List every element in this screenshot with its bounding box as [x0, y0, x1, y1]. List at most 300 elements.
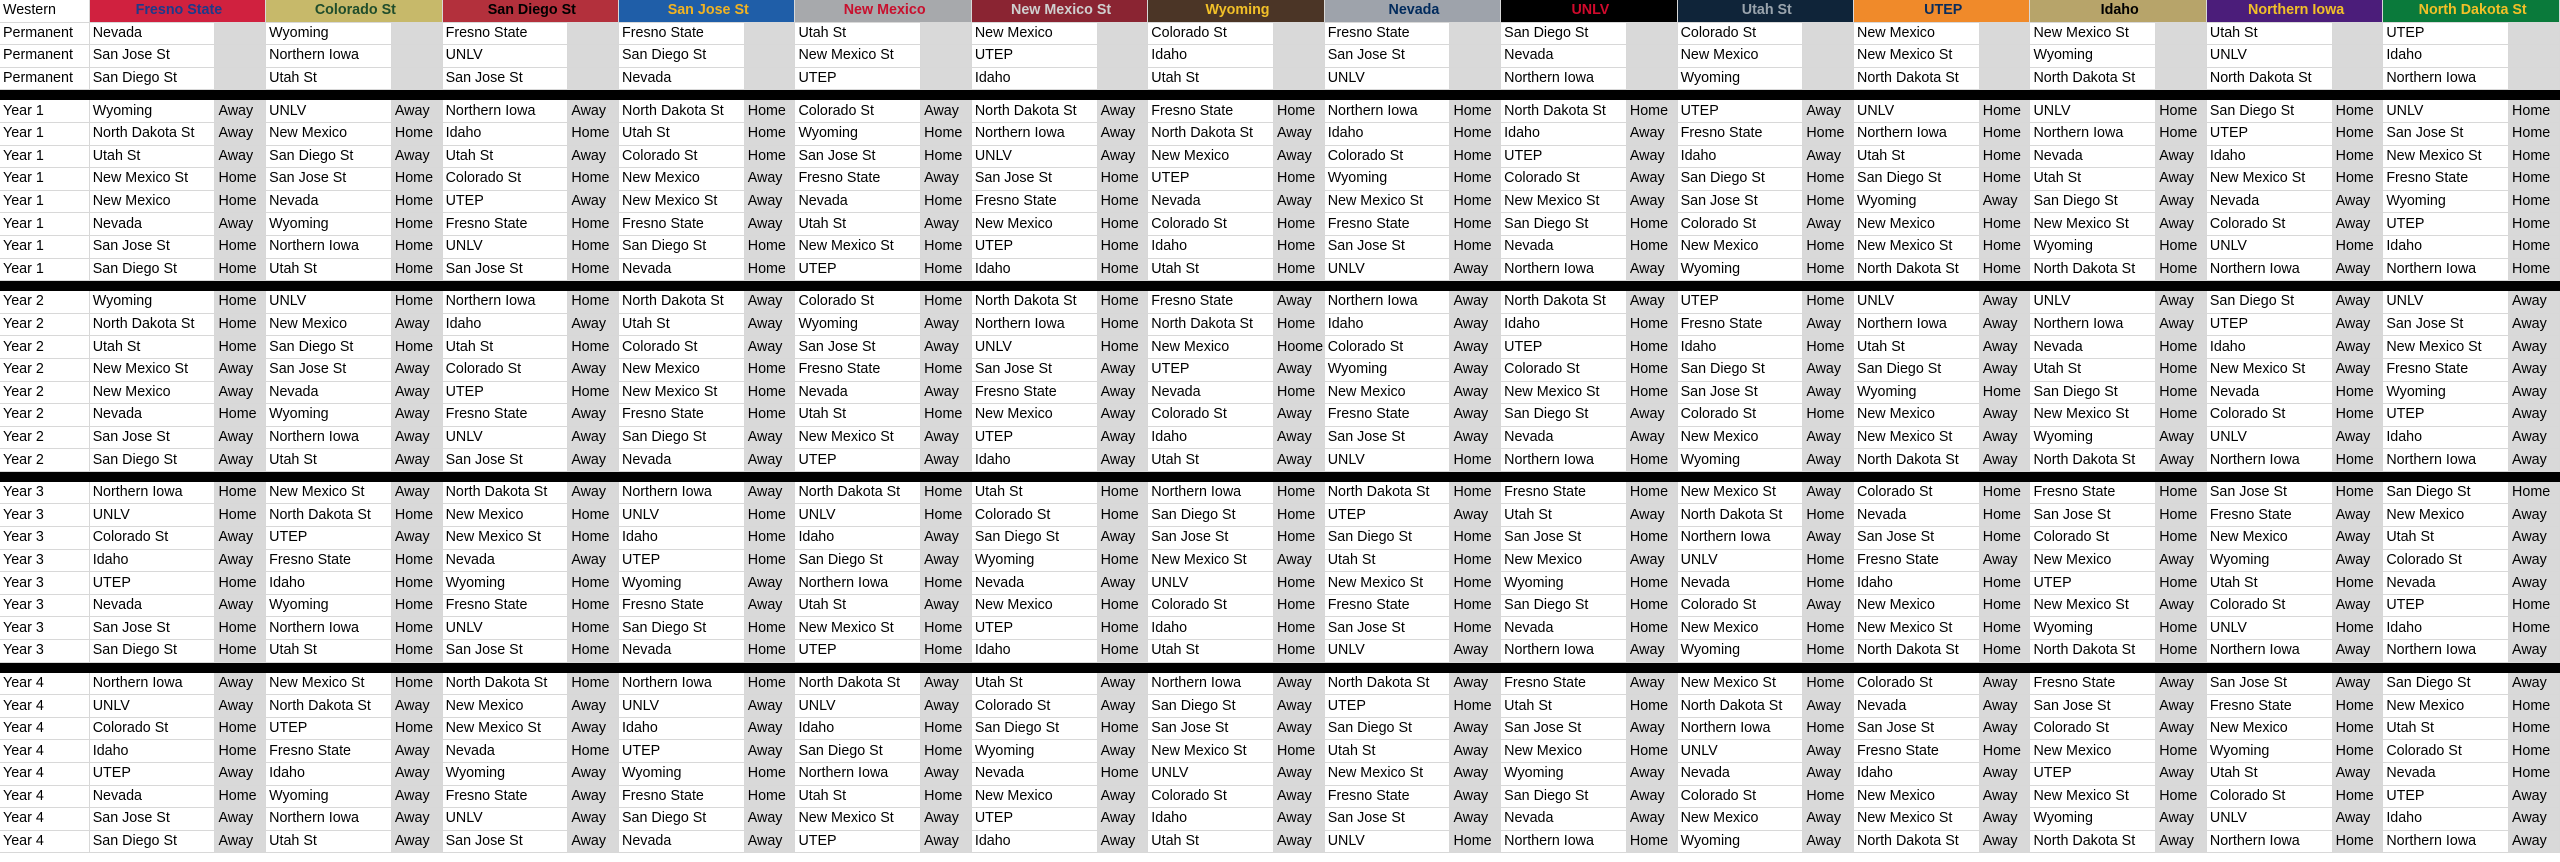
- home-away-cell[interactable]: Home: [1803, 640, 1854, 663]
- home-away-cell[interactable]: Away: [568, 695, 619, 718]
- opponent-cell[interactable]: New Mexico: [89, 381, 215, 404]
- home-away-cell[interactable]: Away: [1979, 808, 2030, 831]
- home-away-cell[interactable]: Home: [391, 717, 442, 740]
- opponent-cell[interactable]: San Diego St: [1148, 695, 1274, 718]
- home-away-cell[interactable]: [2332, 67, 2383, 90]
- opponent-cell[interactable]: UNLV: [2206, 808, 2332, 831]
- home-away-cell[interactable]: Away: [391, 313, 442, 336]
- home-away-cell[interactable]: Home: [215, 640, 266, 663]
- opponent-cell[interactable]: North Dakota St: [266, 695, 392, 718]
- opponent-cell[interactable]: San Jose St: [89, 617, 215, 640]
- home-away-cell[interactable]: Home: [1803, 258, 1854, 281]
- opponent-cell[interactable]: San Jose St: [2383, 122, 2509, 145]
- opponent-cell[interactable]: New Mexico: [1677, 235, 1803, 258]
- home-away-cell[interactable]: [2156, 67, 2207, 90]
- home-away-cell[interactable]: Home: [1626, 830, 1677, 853]
- opponent-cell[interactable]: Nevada: [1148, 381, 1274, 404]
- opponent-cell[interactable]: San Jose St: [89, 45, 215, 68]
- opponent-cell[interactable]: New Mexico St: [1148, 740, 1274, 763]
- opponent-cell[interactable]: Wyoming: [2030, 808, 2156, 831]
- opponent-cell[interactable]: Northern Iowa: [1501, 258, 1627, 281]
- opponent-cell[interactable]: Northern Iowa: [1148, 673, 1274, 695]
- home-away-cell[interactable]: Away: [2332, 673, 2383, 695]
- home-away-cell[interactable]: Home: [391, 572, 442, 595]
- home-away-cell[interactable]: Home: [744, 527, 795, 550]
- opponent-cell[interactable]: UTEP: [1677, 100, 1803, 122]
- team-header-nevada[interactable]: Nevada: [1324, 0, 1500, 22]
- opponent-cell[interactable]: Northern Iowa: [266, 235, 392, 258]
- opponent-cell[interactable]: Colorado St: [795, 100, 921, 122]
- team-header-wyoming[interactable]: Wyoming: [1148, 0, 1324, 22]
- opponent-cell[interactable]: Wyoming: [619, 572, 745, 595]
- home-away-cell[interactable]: [1803, 22, 1854, 45]
- opponent-cell[interactable]: San Diego St: [1324, 717, 1450, 740]
- home-away-cell[interactable]: Home: [921, 145, 972, 168]
- opponent-cell[interactable]: UTEP: [1148, 168, 1274, 191]
- opponent-cell[interactable]: San Jose St: [971, 168, 1097, 191]
- home-away-cell[interactable]: Away: [1626, 258, 1677, 281]
- home-away-cell[interactable]: Home: [1097, 594, 1148, 617]
- opponent-cell[interactable]: San Diego St: [619, 426, 745, 449]
- opponent-cell[interactable]: UTEP: [1677, 291, 1803, 313]
- home-away-cell[interactable]: Away: [2332, 549, 2383, 572]
- home-away-cell[interactable]: Away: [1626, 717, 1677, 740]
- opponent-cell[interactable]: Nevada: [1501, 808, 1627, 831]
- home-away-cell[interactable]: [1450, 45, 1501, 68]
- home-away-cell[interactable]: Home: [568, 291, 619, 313]
- opponent-cell[interactable]: Northern Iowa: [1324, 291, 1450, 313]
- opponent-cell[interactable]: UNLV: [971, 145, 1097, 168]
- home-away-cell[interactable]: Away: [1979, 449, 2030, 472]
- opponent-cell[interactable]: North Dakota St: [2030, 258, 2156, 281]
- home-away-cell[interactable]: [1097, 45, 1148, 68]
- home-away-cell[interactable]: [568, 67, 619, 90]
- home-away-cell[interactable]: Away: [2332, 594, 2383, 617]
- row-label[interactable]: Year 3: [0, 527, 89, 550]
- home-away-cell[interactable]: Home: [2332, 785, 2383, 808]
- opponent-cell[interactable]: Fresno State: [1324, 594, 1450, 617]
- opponent-cell[interactable]: North Dakota St: [1677, 695, 1803, 718]
- home-away-cell[interactable]: Away: [1274, 404, 1325, 427]
- home-away-cell[interactable]: Away: [1979, 336, 2030, 359]
- home-away-cell[interactable]: Away: [921, 695, 972, 718]
- opponent-cell[interactable]: Utah St: [1148, 449, 1274, 472]
- home-away-cell[interactable]: Away: [1097, 572, 1148, 595]
- opponent-cell[interactable]: Wyoming: [1324, 168, 1450, 191]
- team-header-new-mexico[interactable]: New Mexico: [795, 0, 971, 22]
- home-away-cell[interactable]: Home: [1097, 291, 1148, 313]
- home-away-cell[interactable]: Away: [1803, 426, 1854, 449]
- home-away-cell[interactable]: Away: [1274, 426, 1325, 449]
- home-away-cell[interactable]: Away: [391, 830, 442, 853]
- opponent-cell[interactable]: New Mexico St: [1677, 673, 1803, 695]
- home-away-cell[interactable]: Away: [2509, 785, 2560, 808]
- home-away-cell[interactable]: Away: [2156, 594, 2207, 617]
- opponent-cell[interactable]: Colorado St: [1854, 673, 1980, 695]
- opponent-cell[interactable]: Fresno State: [442, 22, 568, 45]
- home-away-cell[interactable]: Home: [744, 404, 795, 427]
- opponent-cell[interactable]: Idaho: [1148, 808, 1274, 831]
- home-away-cell[interactable]: Away: [1097, 695, 1148, 718]
- home-away-cell[interactable]: Home: [2332, 449, 2383, 472]
- opponent-cell[interactable]: Wyoming: [266, 785, 392, 808]
- home-away-cell[interactable]: Away: [1274, 358, 1325, 381]
- opponent-cell[interactable]: San Jose St: [1324, 808, 1450, 831]
- opponent-cell[interactable]: San Jose St: [442, 67, 568, 90]
- home-away-cell[interactable]: Away: [1979, 673, 2030, 695]
- home-away-cell[interactable]: Away: [2509, 504, 2560, 527]
- home-away-cell[interactable]: Home: [1274, 572, 1325, 595]
- opponent-cell[interactable]: Fresno State: [1324, 22, 1450, 45]
- opponent-cell[interactable]: Northern Iowa: [1854, 122, 1980, 145]
- opponent-cell[interactable]: San Diego St: [2206, 291, 2332, 313]
- opponent-cell[interactable]: New Mexico: [2383, 504, 2509, 527]
- home-away-cell[interactable]: Away: [1097, 100, 1148, 122]
- home-away-cell[interactable]: Away: [1097, 381, 1148, 404]
- opponent-cell[interactable]: Colorado St: [89, 527, 215, 550]
- opponent-cell[interactable]: Idaho: [2383, 426, 2509, 449]
- home-away-cell[interactable]: Away: [1626, 168, 1677, 191]
- home-away-cell[interactable]: Home: [391, 258, 442, 281]
- home-away-cell[interactable]: Away: [2509, 291, 2560, 313]
- opponent-cell[interactable]: Wyoming: [2206, 740, 2332, 763]
- home-away-cell[interactable]: Home: [1626, 381, 1677, 404]
- home-away-cell[interactable]: Away: [744, 190, 795, 213]
- opponent-cell[interactable]: Northern Iowa: [266, 426, 392, 449]
- home-away-cell[interactable]: Home: [2509, 100, 2560, 122]
- opponent-cell[interactable]: Northern Iowa: [1501, 449, 1627, 472]
- opponent-cell[interactable]: San Jose St: [1854, 717, 1980, 740]
- row-label[interactable]: Year 4: [0, 785, 89, 808]
- home-away-cell[interactable]: Away: [1450, 808, 1501, 831]
- opponent-cell[interactable]: San Jose St: [89, 235, 215, 258]
- home-away-cell[interactable]: Away: [391, 404, 442, 427]
- opponent-cell[interactable]: Colorado St: [2030, 717, 2156, 740]
- home-away-cell[interactable]: Away: [1979, 763, 2030, 786]
- opponent-cell[interactable]: San Diego St: [2383, 673, 2509, 695]
- opponent-cell[interactable]: Fresno State: [1324, 785, 1450, 808]
- opponent-cell[interactable]: Colorado St: [89, 717, 215, 740]
- opponent-cell[interactable]: UTEP: [795, 258, 921, 281]
- home-away-cell[interactable]: Away: [2156, 291, 2207, 313]
- home-away-cell[interactable]: Home: [2332, 404, 2383, 427]
- opponent-cell[interactable]: UTEP: [795, 449, 921, 472]
- home-away-cell[interactable]: Away: [2332, 527, 2383, 550]
- opponent-cell[interactable]: Utah St: [1854, 145, 1980, 168]
- opponent-cell[interactable]: Fresno State: [1854, 740, 1980, 763]
- home-away-cell[interactable]: Home: [1803, 122, 1854, 145]
- home-away-cell[interactable]: Home: [2509, 594, 2560, 617]
- home-away-cell[interactable]: Away: [1803, 594, 1854, 617]
- opponent-cell[interactable]: Northern Iowa: [89, 482, 215, 504]
- row-label[interactable]: Year 3: [0, 549, 89, 572]
- opponent-cell[interactable]: Nevada: [266, 381, 392, 404]
- home-away-cell[interactable]: Away: [1450, 426, 1501, 449]
- home-away-cell[interactable]: Home: [215, 404, 266, 427]
- opponent-cell[interactable]: San Jose St: [1324, 617, 1450, 640]
- opponent-cell[interactable]: Fresno State: [1854, 549, 1980, 572]
- opponent-cell[interactable]: Wyoming: [266, 213, 392, 236]
- opponent-cell[interactable]: UTEP: [2030, 572, 2156, 595]
- opponent-cell[interactable]: Colorado St: [2383, 549, 2509, 572]
- opponent-cell[interactable]: New Mexico: [619, 358, 745, 381]
- opponent-cell[interactable]: Colorado St: [1148, 22, 1274, 45]
- home-away-cell[interactable]: Away: [215, 100, 266, 122]
- opponent-cell[interactable]: Utah St: [619, 313, 745, 336]
- opponent-cell[interactable]: North Dakota St: [1854, 67, 1980, 90]
- row-label[interactable]: Year 4: [0, 808, 89, 831]
- home-away-cell[interactable]: Home: [391, 291, 442, 313]
- opponent-cell[interactable]: Colorado St: [1677, 213, 1803, 236]
- opponent-cell[interactable]: Northern Iowa: [266, 617, 392, 640]
- home-away-cell[interactable]: Home: [2332, 695, 2383, 718]
- home-away-cell[interactable]: Home: [2509, 213, 2560, 236]
- opponent-cell[interactable]: Fresno State: [1501, 482, 1627, 504]
- opponent-cell[interactable]: UTEP: [971, 808, 1097, 831]
- opponent-cell[interactable]: Northern Iowa: [1501, 67, 1627, 90]
- opponent-cell[interactable]: New Mexico: [971, 213, 1097, 236]
- home-away-cell[interactable]: Away: [2509, 449, 2560, 472]
- opponent-cell[interactable]: Colorado St: [2206, 594, 2332, 617]
- opponent-cell[interactable]: Colorado St: [971, 504, 1097, 527]
- opponent-cell[interactable]: Colorado St: [1501, 358, 1627, 381]
- home-away-cell[interactable]: Away: [1803, 449, 1854, 472]
- home-away-cell[interactable]: Home: [1803, 235, 1854, 258]
- opponent-cell[interactable]: New Mexico St: [795, 426, 921, 449]
- home-away-cell[interactable]: Home: [1450, 617, 1501, 640]
- home-away-cell[interactable]: Home: [1450, 213, 1501, 236]
- home-away-cell[interactable]: Home: [1450, 190, 1501, 213]
- home-away-cell[interactable]: [744, 45, 795, 68]
- opponent-cell[interactable]: Fresno State: [1148, 100, 1274, 122]
- opponent-cell[interactable]: Nevada: [442, 740, 568, 763]
- opponent-cell[interactable]: New Mexico: [1677, 617, 1803, 640]
- home-away-cell[interactable]: Away: [2509, 381, 2560, 404]
- home-away-cell[interactable]: Away: [1803, 482, 1854, 504]
- home-away-cell[interactable]: [2156, 22, 2207, 45]
- home-away-cell[interactable]: Home: [744, 504, 795, 527]
- opponent-cell[interactable]: Idaho: [2383, 808, 2509, 831]
- home-away-cell[interactable]: [2509, 22, 2560, 45]
- home-away-cell[interactable]: Away: [921, 381, 972, 404]
- opponent-cell[interactable]: UTEP: [266, 527, 392, 550]
- opponent-cell[interactable]: Wyoming: [2030, 617, 2156, 640]
- home-away-cell[interactable]: [2332, 22, 2383, 45]
- opponent-cell[interactable]: Fresno State: [2383, 358, 2509, 381]
- home-away-cell[interactable]: Away: [744, 740, 795, 763]
- opponent-cell[interactable]: Nevada: [89, 594, 215, 617]
- opponent-cell[interactable]: Utah St: [2383, 717, 2509, 740]
- home-away-cell[interactable]: Home: [1626, 695, 1677, 718]
- home-away-cell[interactable]: Away: [568, 808, 619, 831]
- home-away-cell[interactable]: Home: [1979, 527, 2030, 550]
- home-away-cell[interactable]: Away: [921, 549, 972, 572]
- opponent-cell[interactable]: UNLV: [2206, 45, 2332, 68]
- home-away-cell[interactable]: Home: [1450, 572, 1501, 595]
- home-away-cell[interactable]: Away: [1803, 740, 1854, 763]
- home-away-cell[interactable]: Home: [1979, 235, 2030, 258]
- home-away-cell[interactable]: Away: [215, 808, 266, 831]
- opponent-cell[interactable]: New Mexico: [2206, 717, 2332, 740]
- home-away-cell[interactable]: Home: [2509, 168, 2560, 191]
- home-away-cell[interactable]: Away: [744, 291, 795, 313]
- home-away-cell[interactable]: [1274, 45, 1325, 68]
- home-away-cell[interactable]: Away: [2509, 673, 2560, 695]
- opponent-cell[interactable]: San Jose St: [442, 830, 568, 853]
- opponent-cell[interactable]: New Mexico: [1148, 145, 1274, 168]
- opponent-cell[interactable]: Wyoming: [266, 404, 392, 427]
- home-away-cell[interactable]: Home: [1979, 145, 2030, 168]
- opponent-cell[interactable]: San Jose St: [1677, 190, 1803, 213]
- opponent-cell[interactable]: UTEP: [971, 45, 1097, 68]
- home-away-cell[interactable]: Away: [744, 482, 795, 504]
- opponent-cell[interactable]: Idaho: [971, 258, 1097, 281]
- home-away-cell[interactable]: Away: [1097, 426, 1148, 449]
- opponent-cell[interactable]: San Diego St: [266, 145, 392, 168]
- home-away-cell[interactable]: Home: [568, 617, 619, 640]
- home-away-cell[interactable]: [568, 22, 619, 45]
- home-away-cell[interactable]: Home: [2509, 258, 2560, 281]
- opponent-cell[interactable]: Nevada: [1854, 504, 1980, 527]
- home-away-cell[interactable]: Away: [2156, 449, 2207, 472]
- opponent-cell[interactable]: San Jose St: [442, 449, 568, 472]
- opponent-cell[interactable]: San Jose St: [2030, 695, 2156, 718]
- opponent-cell[interactable]: Idaho: [266, 572, 392, 595]
- opponent-cell[interactable]: Nevada: [619, 67, 745, 90]
- row-label[interactable]: Year 1: [0, 168, 89, 191]
- opponent-cell[interactable]: Nevada: [442, 549, 568, 572]
- home-away-cell[interactable]: Away: [568, 830, 619, 853]
- row-label[interactable]: Year 2: [0, 381, 89, 404]
- home-away-cell[interactable]: Away: [1803, 313, 1854, 336]
- opponent-cell[interactable]: New Mexico: [442, 695, 568, 718]
- home-away-cell[interactable]: Away: [2332, 213, 2383, 236]
- home-away-cell[interactable]: Away: [1274, 808, 1325, 831]
- row-label[interactable]: Permanent: [0, 45, 89, 68]
- opponent-cell[interactable]: Colorado St: [795, 291, 921, 313]
- opponent-cell[interactable]: UTEP: [2383, 213, 2509, 236]
- home-away-cell[interactable]: Away: [1626, 404, 1677, 427]
- row-label[interactable]: Year 4: [0, 717, 89, 740]
- opponent-cell[interactable]: New Mexico: [1854, 404, 1980, 427]
- home-away-cell[interactable]: Home: [568, 673, 619, 695]
- home-away-cell[interactable]: Home: [1450, 122, 1501, 145]
- opponent-cell[interactable]: Idaho: [1854, 572, 1980, 595]
- opponent-cell[interactable]: New Mexico St: [2206, 168, 2332, 191]
- opponent-cell[interactable]: Idaho: [1148, 426, 1274, 449]
- opponent-cell[interactable]: Utah St: [2206, 22, 2332, 45]
- home-away-cell[interactable]: Away: [1979, 549, 2030, 572]
- home-away-cell[interactable]: Home: [2509, 717, 2560, 740]
- home-away-cell[interactable]: Away: [921, 168, 972, 191]
- opponent-cell[interactable]: North Dakota St: [1501, 100, 1627, 122]
- home-away-cell[interactable]: Away: [744, 313, 795, 336]
- home-away-cell[interactable]: Home: [1097, 235, 1148, 258]
- opponent-cell[interactable]: Northern Iowa: [2206, 449, 2332, 472]
- opponent-cell[interactable]: UTEP: [2383, 785, 2509, 808]
- opponent-cell[interactable]: Fresno State: [2206, 504, 2332, 527]
- home-away-cell[interactable]: Away: [215, 449, 266, 472]
- opponent-cell[interactable]: Nevada: [2383, 572, 2509, 595]
- opponent-cell[interactable]: Fresno State: [619, 404, 745, 427]
- home-away-cell[interactable]: Home: [215, 168, 266, 191]
- home-away-cell[interactable]: Home: [1097, 763, 1148, 786]
- opponent-cell[interactable]: North Dakota St: [442, 673, 568, 695]
- opponent-cell[interactable]: Idaho: [619, 527, 745, 550]
- opponent-cell[interactable]: North Dakota St: [89, 313, 215, 336]
- home-away-cell[interactable]: Away: [2509, 527, 2560, 550]
- opponent-cell[interactable]: Nevada: [619, 640, 745, 663]
- home-away-cell[interactable]: Home: [2332, 740, 2383, 763]
- home-away-cell[interactable]: Home: [2332, 830, 2383, 853]
- home-away-cell[interactable]: Away: [391, 695, 442, 718]
- home-away-cell[interactable]: Home: [391, 673, 442, 695]
- opponent-cell[interactable]: UNLV: [266, 291, 392, 313]
- home-away-cell[interactable]: Away: [1626, 426, 1677, 449]
- home-away-cell[interactable]: Away: [1979, 313, 2030, 336]
- opponent-cell[interactable]: Fresno State: [266, 549, 392, 572]
- opponent-cell[interactable]: Wyoming: [1677, 830, 1803, 853]
- opponent-cell[interactable]: New Mexico St: [1854, 235, 1980, 258]
- home-away-cell[interactable]: Away: [2332, 291, 2383, 313]
- home-away-cell[interactable]: Home: [744, 145, 795, 168]
- home-away-cell[interactable]: [1450, 22, 1501, 45]
- home-away-cell[interactable]: Away: [1450, 358, 1501, 381]
- opponent-cell[interactable]: New Mexico St: [619, 190, 745, 213]
- opponent-cell[interactable]: UNLV: [442, 45, 568, 68]
- opponent-cell[interactable]: San Diego St: [619, 617, 745, 640]
- home-away-cell[interactable]: Away: [568, 426, 619, 449]
- opponent-cell[interactable]: Idaho: [2383, 45, 2509, 68]
- opponent-cell[interactable]: Northern Iowa: [1501, 640, 1627, 663]
- team-header-unlv[interactable]: UNLV: [1501, 0, 1677, 22]
- home-away-cell[interactable]: Away: [1450, 313, 1501, 336]
- opponent-cell[interactable]: Wyoming: [1501, 572, 1627, 595]
- team-header-utep[interactable]: UTEP: [1854, 0, 2030, 22]
- opponent-cell[interactable]: Northern Iowa: [2383, 640, 2509, 663]
- home-away-cell[interactable]: Home: [1097, 168, 1148, 191]
- team-header-san-diego-st[interactable]: San Diego St: [442, 0, 618, 22]
- opponent-cell[interactable]: Northern Iowa: [2030, 313, 2156, 336]
- opponent-cell[interactable]: Northern Iowa: [2030, 122, 2156, 145]
- home-away-cell[interactable]: Away: [921, 449, 972, 472]
- home-away-cell[interactable]: Home: [568, 594, 619, 617]
- home-away-cell[interactable]: Away: [744, 594, 795, 617]
- opponent-cell[interactable]: Idaho: [1501, 313, 1627, 336]
- opponent-cell[interactable]: Northern Iowa: [1677, 527, 1803, 550]
- home-away-cell[interactable]: Away: [2509, 358, 2560, 381]
- opponent-cell[interactable]: Wyoming: [266, 594, 392, 617]
- home-away-cell[interactable]: [1626, 67, 1677, 90]
- opponent-cell[interactable]: North Dakota St: [2030, 449, 2156, 472]
- opponent-cell[interactable]: Idaho: [971, 449, 1097, 472]
- opponent-cell[interactable]: Idaho: [971, 640, 1097, 663]
- home-away-cell[interactable]: Home: [1979, 381, 2030, 404]
- opponent-cell[interactable]: San Diego St: [266, 336, 392, 359]
- team-header-northern-iowa[interactable]: Northern Iowa: [2206, 0, 2382, 22]
- opponent-cell[interactable]: San Diego St: [1501, 404, 1627, 427]
- home-away-cell[interactable]: [1979, 45, 2030, 68]
- opponent-cell[interactable]: Fresno State: [1501, 673, 1627, 695]
- home-away-cell[interactable]: Home: [921, 640, 972, 663]
- opponent-cell[interactable]: San Diego St: [2030, 381, 2156, 404]
- home-away-cell[interactable]: Away: [2156, 673, 2207, 695]
- home-away-cell[interactable]: Away: [1450, 336, 1501, 359]
- home-away-cell[interactable]: Home: [2509, 235, 2560, 258]
- home-away-cell[interactable]: Away: [2156, 313, 2207, 336]
- opponent-cell[interactable]: Wyoming: [1677, 67, 1803, 90]
- opponent-cell[interactable]: San Jose St: [1324, 235, 1450, 258]
